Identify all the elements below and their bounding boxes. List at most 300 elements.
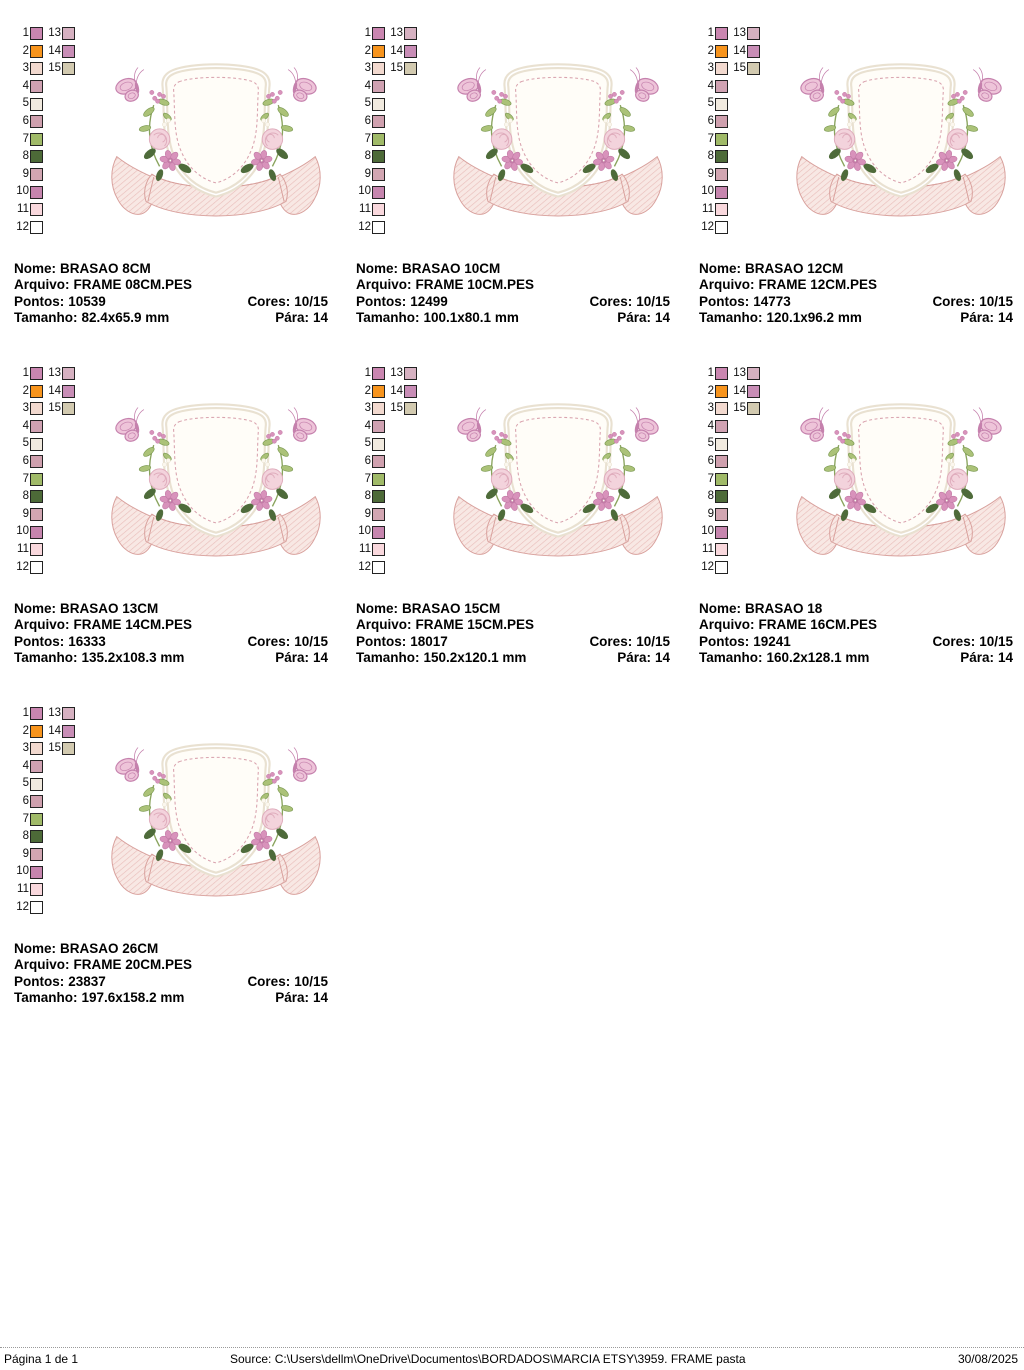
palette-row [699,435,760,453]
thread-number: 3 [22,402,29,415]
thread-color-swatch [30,385,43,398]
thread-color-swatch [30,848,43,861]
thread-number: 9 [22,167,29,180]
arquivo-label: Arquivo: [356,277,412,293]
thread-number: 5 [22,437,29,450]
thread-color-swatch [62,402,75,415]
para-value: 14 [654,649,670,665]
thread-number: 11 [17,542,29,555]
palette-row [356,418,417,436]
palette-row [699,201,760,219]
thread-color-swatch [372,150,385,163]
crest-shield [164,746,267,874]
page-number: Página 1 de 1 [4,1352,79,1366]
palette-row [14,863,75,881]
thread-number: 5 [364,97,371,110]
thread-number: 11 [359,542,371,555]
tamanho-label: Tamanho: [356,649,420,665]
tamanho-value: 135.2x108.3 mm [81,649,185,665]
butterfly-icon [621,66,662,105]
palette-row [14,148,75,166]
thread-number: 8 [707,490,714,503]
crest-embroidery-preview [451,56,665,232]
thread-color-swatch [30,150,43,163]
palette-row [699,365,760,383]
palette-row [356,523,417,541]
arquivo-label: Arquivo: [14,957,70,973]
palette-row [356,148,417,166]
design-metadata [14,601,328,666]
palette-row [14,740,75,758]
thread-color-swatch [715,490,728,503]
thread-number: 2 [364,44,371,57]
thread-number: 15 [733,402,746,415]
thread-number: 6 [22,455,29,468]
thread-number: 15 [48,62,61,75]
para-value: 14 [312,989,328,1005]
nome-label: Nome: [699,601,742,616]
thread-color-swatch [30,367,43,380]
thread-number: 3 [22,62,29,75]
thread-number: 7 [22,472,29,485]
thread-number: 15 [390,62,403,75]
palette-row [356,453,417,471]
cores-value: 10/15 [636,293,670,309]
nome-value: BRASAO 18 [745,601,823,616]
palette-row [356,113,417,131]
thread-number: 10 [701,185,714,198]
thread-number: 4 [707,79,714,92]
palette-row [14,60,75,78]
thread-color-swatch [372,115,385,128]
crest-shield [164,406,267,534]
thread-color-swatch [715,543,728,556]
thread-number: 13 [390,27,403,40]
thread-color-swatch [30,742,43,755]
thread-color-swatch [715,420,728,433]
palette-row [699,219,760,237]
pontos-value: 14773 [753,293,791,309]
thread-number: 5 [22,777,29,790]
pontos-label: Pontos: [356,293,407,309]
arquivo-value: FRAME 20CM.PES [73,957,193,973]
palette-row [699,488,760,506]
thread-color-swatch [372,98,385,111]
thread-number: 6 [364,115,371,128]
thread-color-swatch [30,133,43,146]
thread-number: 13 [390,367,403,380]
palette-row [14,131,75,149]
palette-row [699,25,760,43]
design-metadata [699,601,1013,666]
palette-row [699,113,760,131]
tamanho-value: 160.2x128.1 mm [766,649,870,665]
nome-label: Nome: [356,261,399,276]
palette-row [14,705,75,723]
thread-number: 2 [22,724,29,737]
thread-color-swatch [404,45,417,58]
thread-color-swatch [30,80,43,93]
thread-number: 2 [22,384,29,397]
thread-color-swatch [715,186,728,199]
thread-number: 7 [707,472,714,485]
thread-color-swatch [404,27,417,40]
butterfly-icon [112,406,153,445]
thread-number: 9 [22,847,29,860]
thread-number: 5 [707,437,714,450]
palette-row [699,95,760,113]
thread-color-swatch [30,473,43,486]
nome-value: BRASAO 15CM [402,601,501,616]
thread-number: 4 [364,79,371,92]
thread-color-swatch [30,168,43,181]
pontos-value: 23837 [68,973,106,989]
palette-row [699,166,760,184]
palette-row [14,201,75,219]
source-path: Source: C:\Users\dellm\OneDrive\Documentos\BORDADOS\MARCIA ETSY\3959. FRAME pasta [230,1352,746,1366]
thread-number: 12 [16,560,29,573]
palette-row [699,506,760,524]
cores-value: 10/15 [636,633,670,649]
thread-number: 14 [48,384,61,397]
thread-color-swatch [30,543,43,556]
crest-artwork [109,56,323,232]
thread-number: 7 [22,812,29,825]
thread-color-swatch [372,203,385,216]
thread-number: 1 [22,707,29,720]
butterfly-icon [112,746,153,785]
thread-number: 8 [22,150,29,163]
palette-row [14,95,75,113]
palette-row [14,523,75,541]
palette-row [14,488,75,506]
butterfly-icon [454,66,495,105]
thread-color-swatch [715,203,728,216]
design-cell [14,705,344,1023]
thread-number: 4 [364,419,371,432]
nome-label: Nome: [14,261,57,276]
tamanho-label: Tamanho: [14,989,78,1005]
palette-row [14,828,75,846]
thread-number: 11 [17,882,29,895]
palette-row [699,559,760,577]
thread-color-swatch [715,367,728,380]
palette-row [14,559,75,577]
thread-number: 3 [22,742,29,755]
arquivo-value: FRAME 16CM.PES [758,617,878,633]
thread-number: 13 [733,367,746,380]
palette-row [14,400,75,418]
thread-number: 12 [16,900,29,913]
thread-color-swatch [372,385,385,398]
para-value: 14 [312,309,328,325]
thread-number: 8 [22,830,29,843]
palette-row [356,365,417,383]
thread-number: 14 [733,44,746,57]
palette-row [356,201,417,219]
palette-row [356,43,417,61]
cores-value: 10/15 [979,633,1013,649]
palette-row [699,183,760,201]
thread-color-palette [14,25,75,236]
para-label: Pára: [960,649,994,665]
crest-embroidery-preview [109,736,323,912]
crest-shield [849,406,952,534]
palette-row [699,131,760,149]
palette-row [356,435,417,453]
thread-color-swatch [30,901,43,914]
design-metadata [699,261,1013,326]
thread-number: 9 [22,507,29,520]
palette-row [356,219,417,237]
thread-color-swatch [404,367,417,380]
thread-color-swatch [30,883,43,896]
thread-number: 3 [364,402,371,415]
pontos-label: Pontos: [699,293,750,309]
tamanho-label: Tamanho: [14,309,78,325]
palette-row [699,471,760,489]
arquivo-value: FRAME 08CM.PES [73,277,193,293]
butterfly-icon [279,746,320,785]
thread-color-swatch [30,526,43,539]
thread-number: 13 [48,367,61,380]
design-cell [14,365,344,683]
thread-color-swatch [30,45,43,58]
pontos-value: 10539 [68,293,106,309]
thread-number: 1 [22,27,29,40]
thread-number: 3 [707,402,714,415]
tamanho-value: 120.1x96.2 mm [766,309,862,325]
arquivo-value: FRAME 15CM.PES [415,617,535,633]
thread-number: 15 [733,62,746,75]
cores-label: Cores: [247,633,291,649]
thread-color-swatch [372,455,385,468]
thread-number: 15 [48,742,61,755]
thread-number: 7 [22,132,29,145]
butterfly-icon [621,406,662,445]
thread-color-swatch [372,133,385,146]
cores-value: 10/15 [979,293,1013,309]
palette-row [699,418,760,436]
para-value: 14 [312,649,328,665]
design-metadata [14,261,328,326]
thread-color-swatch [715,62,728,75]
cores-label: Cores: [932,633,976,649]
arquivo-label: Arquivo: [14,617,70,633]
palette-row [14,25,75,43]
crest-artwork [109,396,323,572]
palette-row [356,471,417,489]
thread-number: 15 [390,402,403,415]
nome-value: BRASAO 8CM [60,261,151,276]
nome-value: BRASAO 10CM [402,261,501,276]
thread-color-swatch [372,367,385,380]
thread-number: 4 [22,759,29,772]
thread-color-swatch [372,62,385,75]
para-value: 14 [997,309,1013,325]
thread-color-swatch [715,221,728,234]
butterfly-icon [797,406,838,445]
thread-number: 6 [22,795,29,808]
thread-color-swatch [747,385,760,398]
cores-label: Cores: [247,293,291,309]
design-cell [356,365,686,683]
thread-color-swatch [747,402,760,415]
thread-color-swatch [715,561,728,574]
palette-row [14,471,75,489]
palette-row [356,541,417,559]
butterfly-icon [112,66,153,105]
thread-color-swatch [30,98,43,111]
palette-row [14,723,75,741]
palette-row [14,541,75,559]
cores-label: Cores: [247,973,291,989]
thread-color-palette [14,365,75,576]
pontos-label: Pontos: [356,633,407,649]
thread-color-swatch [62,367,75,380]
tamanho-label: Tamanho: [699,309,763,325]
thread-number: 1 [707,27,714,40]
thread-color-swatch [747,62,760,75]
crest-artwork [794,396,1008,572]
thread-number: 13 [733,27,746,40]
thread-number: 14 [390,44,403,57]
thread-color-swatch [30,778,43,791]
thread-color-swatch [372,27,385,40]
thread-color-swatch [372,221,385,234]
cores-label: Cores: [589,293,633,309]
palette-row [14,758,75,776]
thread-number: 10 [701,525,714,538]
nome-label: Nome: [699,261,742,276]
palette-row [14,453,75,471]
thread-color-swatch [30,115,43,128]
thread-number: 12 [358,560,371,573]
arquivo-label: Arquivo: [699,277,755,293]
thread-number: 2 [707,44,714,57]
thread-color-swatch [747,45,760,58]
design-metadata [356,601,670,666]
thread-number: 5 [364,437,371,450]
pontos-value: 18017 [410,633,448,649]
thread-number: 10 [358,525,371,538]
butterfly-icon [454,406,495,445]
thread-color-swatch [30,830,43,843]
butterfly-icon [964,66,1005,105]
palette-row [356,95,417,113]
thread-number: 3 [364,62,371,75]
thread-color-swatch [30,438,43,451]
arquivo-value: FRAME 12CM.PES [758,277,878,293]
footer-divider [0,1347,1024,1348]
thread-number: 5 [707,97,714,110]
crest-shield [506,66,609,194]
para-value: 14 [997,649,1013,665]
palette-row [14,418,75,436]
butterfly-icon [279,406,320,445]
cores-label: Cores: [932,293,976,309]
thread-color-swatch [715,402,728,415]
thread-number: 2 [707,384,714,397]
pontos-label: Pontos: [14,973,65,989]
design-cell [699,25,1024,343]
thread-color-swatch [372,168,385,181]
crest-embroidery-preview [794,56,1008,232]
para-label: Pára: [275,649,309,665]
thread-number: 1 [707,367,714,380]
crest-shield [849,66,952,194]
thread-number: 4 [22,79,29,92]
thread-number: 9 [364,167,371,180]
arquivo-value: FRAME 10CM.PES [415,277,535,293]
thread-color-swatch [30,203,43,216]
thread-number: 6 [364,455,371,468]
thread-color-swatch [715,168,728,181]
thread-color-swatch [404,62,417,75]
pontos-label: Pontos: [14,293,65,309]
palette-row [14,183,75,201]
thread-color-swatch [715,438,728,451]
pontos-label: Pontos: [699,633,750,649]
palette-row [699,383,760,401]
tamanho-value: 82.4x65.9 mm [81,309,170,325]
tamanho-value: 150.2x120.1 mm [423,649,527,665]
thread-number: 15 [48,402,61,415]
crest-embroidery-preview [451,396,665,572]
thread-color-swatch [372,490,385,503]
thread-color-swatch [715,385,728,398]
thread-color-palette [356,365,417,576]
thread-color-swatch [372,526,385,539]
palette-row [14,881,75,899]
thread-color-palette [699,365,760,576]
thread-number: 1 [364,27,371,40]
palette-row [14,166,75,184]
pontos-value: 12499 [410,293,448,309]
thread-number: 4 [707,419,714,432]
thread-color-swatch [747,27,760,40]
crest-embroidery-preview [109,56,323,232]
thread-number: 2 [22,44,29,57]
thread-color-swatch [30,402,43,415]
arquivo-label: Arquivo: [14,277,70,293]
thread-color-swatch [30,813,43,826]
thread-number: 12 [701,560,714,573]
thread-number: 9 [707,507,714,520]
palette-row [14,365,75,383]
tamanho-label: Tamanho: [356,309,420,325]
thread-number: 12 [701,220,714,233]
pontos-label: Pontos: [14,633,65,649]
thread-number: 11 [702,542,714,555]
para-value: 14 [654,309,670,325]
thread-color-swatch [30,221,43,234]
cores-value: 10/15 [294,973,328,989]
palette-row [356,183,417,201]
thread-number: 10 [16,865,29,878]
thread-number: 14 [48,44,61,57]
thread-color-swatch [715,115,728,128]
para-label: Pára: [275,989,309,1005]
thread-color-swatch [747,367,760,380]
palette-row [14,113,75,131]
thread-color-swatch [372,402,385,415]
tamanho-label: Tamanho: [699,649,763,665]
thread-color-swatch [30,186,43,199]
design-cell [699,365,1024,683]
para-label: Pára: [275,309,309,325]
thread-color-swatch [30,866,43,879]
